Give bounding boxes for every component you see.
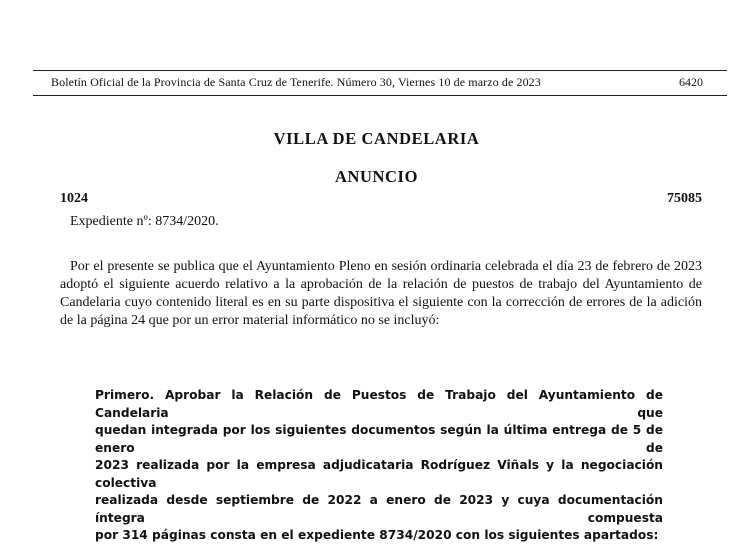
page-number: 6420 <box>679 75 703 89</box>
running-header-title: Boletín Oficial de la Provincia de Santa Cruz de Tenerife. Número 30, Viernes 10 de marzo de 2023 <box>51 75 541 89</box>
subsection-title: ANUNCIO <box>334 167 419 186</box>
section-title: VILLA DE CANDELARIA <box>273 129 480 148</box>
agreement-line: 2023 realizada por la empresa adjudicataria Rodríguez Viñals y la negociación colectiva <box>95 458 663 490</box>
intro-paragraph: Por el presente se publica que el Ayuntamiento Pleno en sesión ordinaria celebrada el día 23 de febrero de 2023 adoptó el siguiente acuerdo relativo a la aprobación de la relación de puestos de trabajo del Ayuntamiento de Candelaria cuyo contenido literal es en su parte dispositiva el siguiente con la corrección de errores de la adición de la página 24 que por un error material informático no se incluyó: <box>60 259 702 328</box>
header-top-rule <box>33 70 727 71</box>
header-bottom-rule <box>33 95 727 96</box>
agreement-line: quedan integrada por los siguientes documentos según la última entrega de 5 de enero de <box>95 423 663 455</box>
agreement-line: realizada desde septiembre de 2022 a enero de 2023 y cuya documentación íntegra compuesta <box>95 493 663 525</box>
entry-number: 1024 <box>60 191 88 206</box>
agreement-line: por 314 páginas consta en el expediente 8734/2020 con los siguientes apartados: <box>95 528 659 542</box>
reference-number: 75085 <box>667 191 702 206</box>
agreement-line: Primero. Aprobar la Relación de Puestos de Trabajo del Ayuntamiento de Candelaria que <box>95 388 663 420</box>
agreement-block <box>95 387 663 545</box>
expediente-line: Expediente nº: 8734/2020. <box>70 214 219 229</box>
